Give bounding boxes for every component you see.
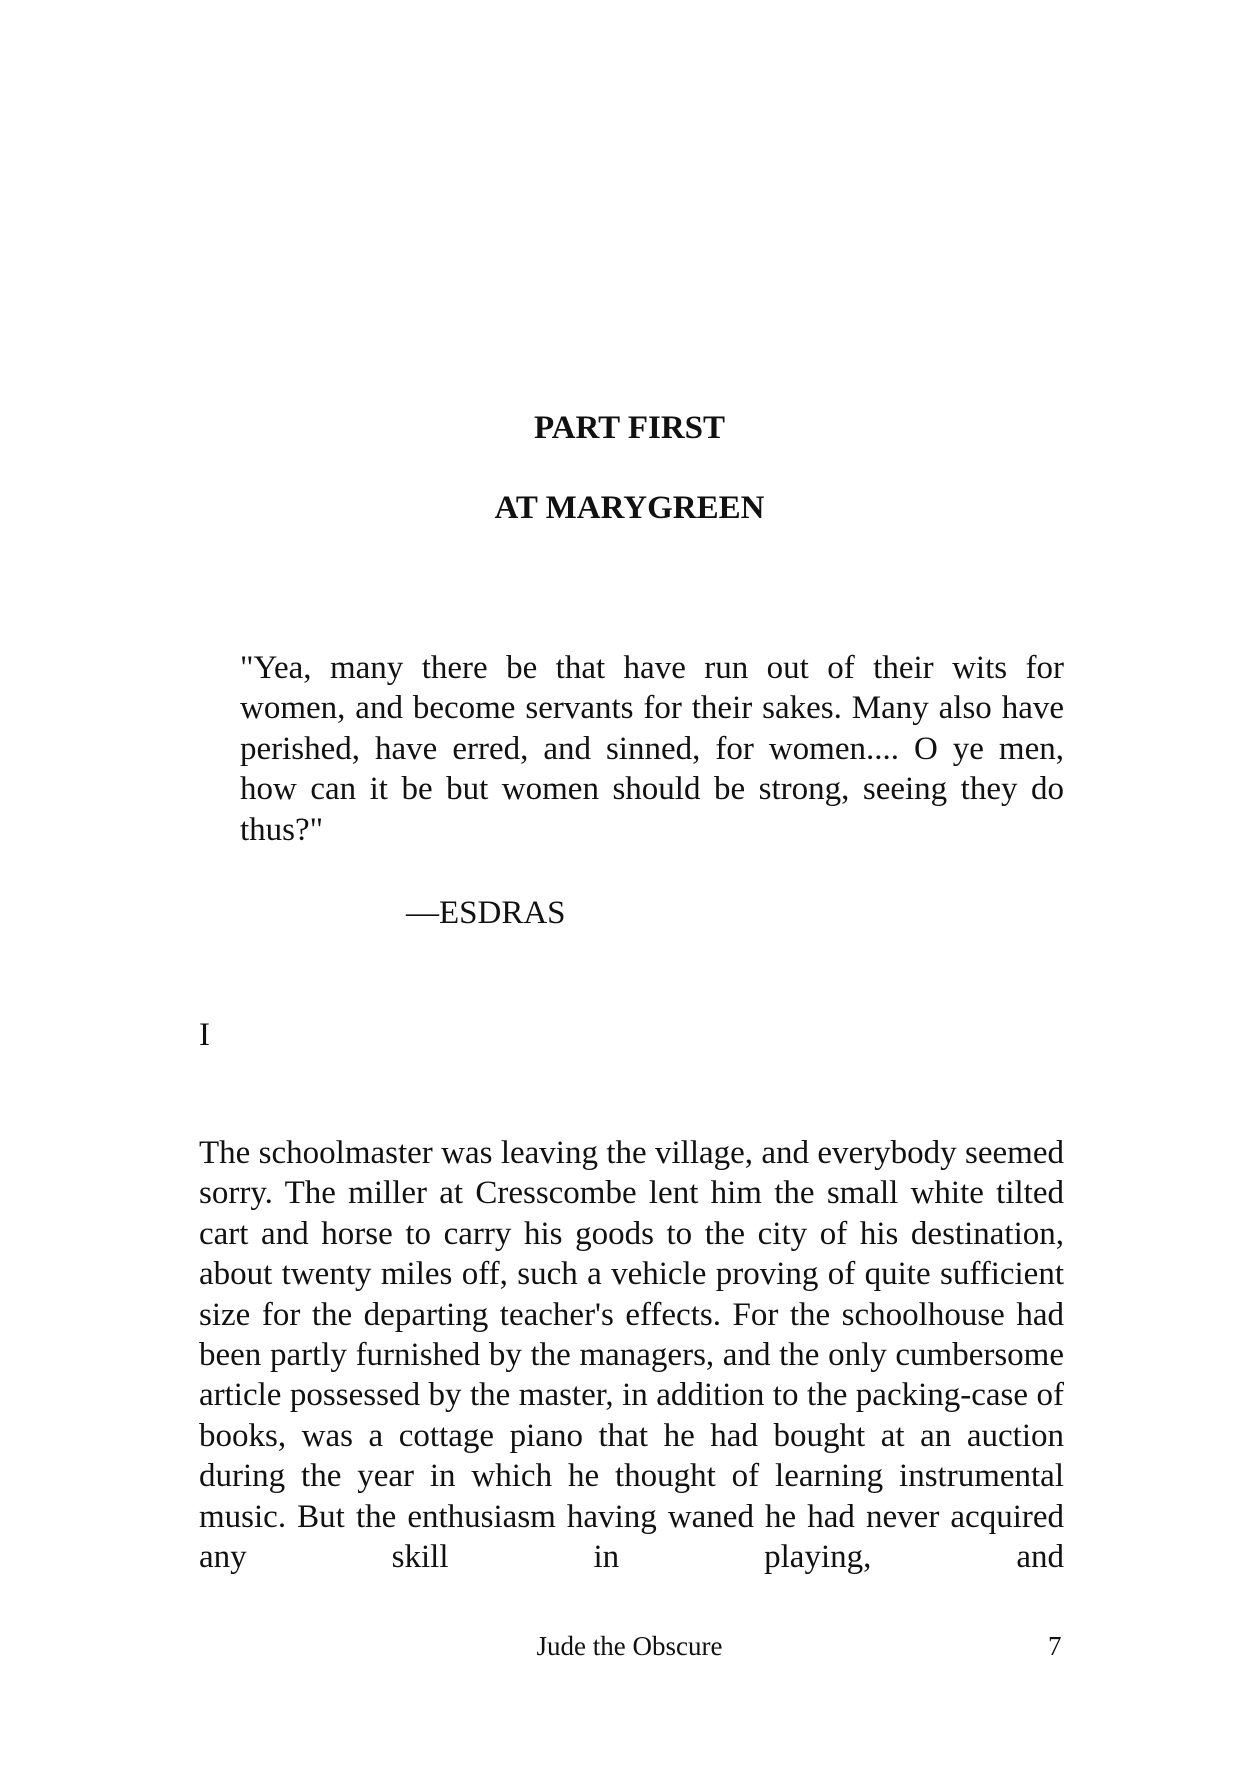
epigraph-attribution: —ESDRAS	[406, 895, 566, 931]
part-title: PART FIRST	[533, 410, 726, 446]
footer-book-title: Jude the Obscure	[536, 1631, 723, 1661]
chapter-body-text: The schoolmaster was leaving the village, and everybody seemed sorry. The miller at Cresscombe lent him the small white tilted cart and horse to carry his goods to the city of his destination, about twenty miles off, such a vehicle proving of quite sufficient size for the departing teacher's effects. For the schoolhouse had been partly furnished by the managers, and the only cumbersome article possessed by the master, in addition to the packing-case of books, was a cottage piano that he had bought at an auction during the year in which he thought of learning instrumental music. But the enthusiasm having waned he had never acquired any skill in playing, and	[199, 1135, 1064, 1576]
chapter-number: I	[199, 1017, 210, 1053]
epigraph-quote: "Yea, many there be that have run out of their wits for women, and become servants for their sakes. Many also have perished, have erred, and sinned, for women.... O ye men, how can it be but women should be strong, seeing they do thus?"	[240, 650, 1064, 848]
part-subtitle: AT MARYGREEN	[494, 490, 765, 526]
page-number: 7	[1048, 1631, 1062, 1661]
